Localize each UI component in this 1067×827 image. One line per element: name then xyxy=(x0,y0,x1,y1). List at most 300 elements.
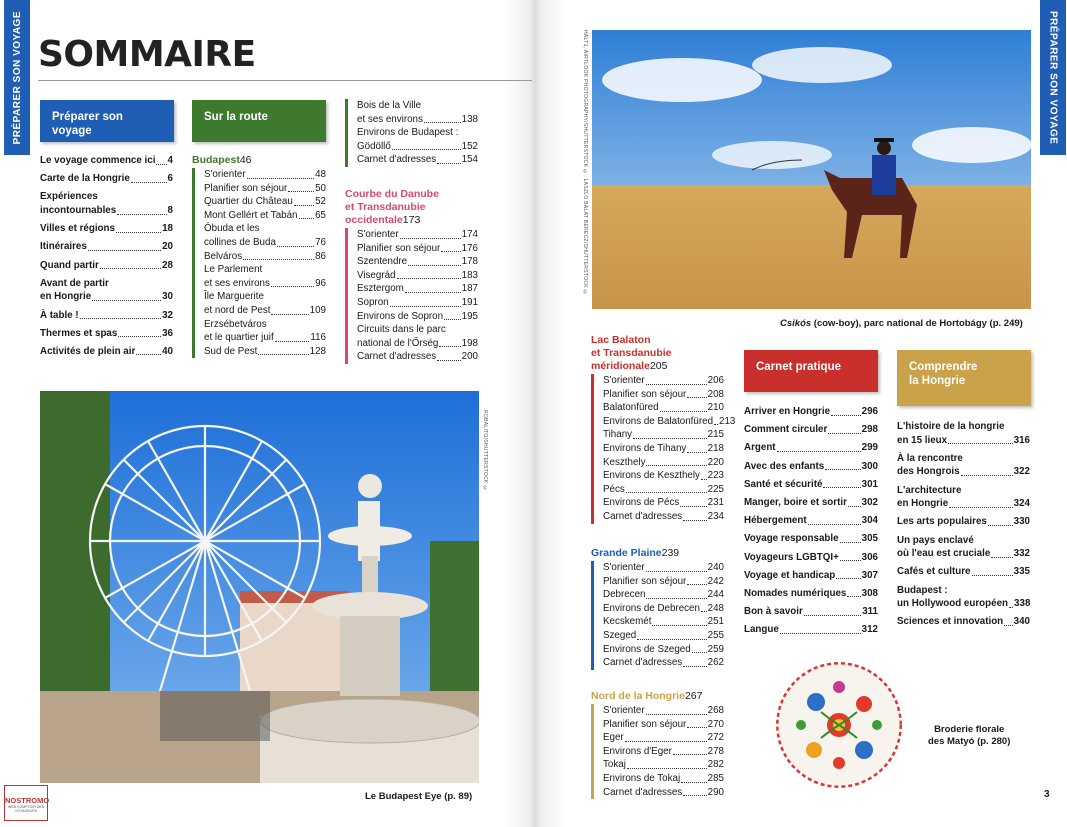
toc-leader-dots xyxy=(681,782,706,783)
toc-leader-dots xyxy=(400,238,461,239)
toc-leader-dots xyxy=(288,191,314,192)
toc-page-number: 225 xyxy=(707,483,724,495)
toc-page-number: 244 xyxy=(707,589,724,601)
toc-entry[interactable] xyxy=(744,405,878,419)
toc-page-number: 28 xyxy=(162,259,173,271)
toc-page-number: 128 xyxy=(309,345,326,357)
toc-page-number: 285 xyxy=(707,772,724,784)
toc-entry[interactable] xyxy=(204,195,326,209)
toc-leader-dots xyxy=(247,178,314,179)
section-title[interactable]: et Transdanubie xyxy=(591,347,672,359)
toc-entry[interactable] xyxy=(897,434,1030,448)
toc-page-number: 296 xyxy=(861,406,878,417)
section-title-label: méridionale xyxy=(591,360,650,372)
caption-budapest-eye: Le Budapest Eye (p. 89) xyxy=(365,791,473,802)
toc-entry-label: Mont Gellért et Tabán xyxy=(204,209,298,221)
toc-entry-label: Avec des enfants xyxy=(744,460,825,472)
toc-page-number: 324 xyxy=(1013,498,1030,510)
toc-entry[interactable] xyxy=(744,478,878,492)
toc-entry-label: Circuits dans le parc xyxy=(357,324,446,336)
toc-entry[interactable] xyxy=(603,510,724,524)
toc-entry[interactable] xyxy=(204,168,326,182)
toc-entry-label: S'orienter xyxy=(357,229,399,240)
toc-entry[interactable] xyxy=(204,236,326,250)
toc-leader-dots xyxy=(637,639,706,640)
toc-entry-label: Bois de la Ville xyxy=(357,100,422,111)
toc-entry-line[interactable] xyxy=(897,452,1030,466)
toc-entry-label: Avant de partir xyxy=(40,277,109,289)
toc-entry[interactable] xyxy=(603,772,724,786)
toc-entry-label: incontournables xyxy=(40,204,117,216)
toc-leader-dots xyxy=(701,611,707,612)
toc-entry[interactable] xyxy=(603,483,724,497)
toc-entry[interactable] xyxy=(603,602,724,616)
budapest-eye-illustration xyxy=(40,391,479,783)
header-comprendre[interactable]: Comprendre la Hongrie xyxy=(897,350,1031,406)
toc-entry-label: Le Parlement xyxy=(204,264,263,276)
toc-leader-dots xyxy=(780,633,861,634)
toc-entry[interactable] xyxy=(897,547,1030,561)
toc-entry-label: Cafés et culture xyxy=(897,566,971,578)
toc-entry-label: Carnet d'adresses xyxy=(603,510,683,522)
section-title[interactable] xyxy=(591,690,724,703)
toc-entry[interactable] xyxy=(744,423,878,437)
toc-entry[interactable] xyxy=(40,172,173,186)
toc-entry[interactable] xyxy=(603,575,724,589)
caption-embroidery: Broderie florale des Matyó (p. 280) xyxy=(928,724,1011,747)
toc-entry-label: Pécs xyxy=(603,483,625,495)
toc-entry[interactable] xyxy=(744,496,878,510)
toc-entry[interactable] xyxy=(744,532,878,546)
toc-page-number: 18 xyxy=(162,223,173,235)
toc-entry-label: Nomades numériques xyxy=(744,587,847,599)
section-sublist xyxy=(345,228,478,364)
toc-entry-label: À la rencontre xyxy=(897,452,963,464)
toc-entry[interactable] xyxy=(357,296,478,310)
page-number-right: 3 xyxy=(1044,789,1050,800)
toc-entry-label: Tihany xyxy=(603,429,633,441)
toc-leader-dots xyxy=(847,596,860,597)
toc-leader-dots xyxy=(390,306,461,307)
toc-page-number: 178 xyxy=(461,256,478,268)
toc-page-number: 200 xyxy=(461,351,478,363)
toc-entry[interactable] xyxy=(40,222,173,236)
toc-entry[interactable] xyxy=(204,209,326,223)
toc-leader-dots xyxy=(804,615,861,616)
toc-page-number: 332 xyxy=(1013,548,1030,560)
toc-comprendre xyxy=(897,420,1030,633)
toc-entry[interactable] xyxy=(357,350,478,364)
toc-entry-label: Voyage responsable xyxy=(744,533,839,545)
toc-leader-dots xyxy=(948,443,1013,444)
toc-leader-dots xyxy=(1004,625,1012,626)
toc-entry-label: Île Marguerite xyxy=(204,291,264,303)
toc-entry-label: Itinéraires xyxy=(40,241,87,253)
section-sublist xyxy=(345,99,478,167)
toc-leader-dots xyxy=(100,268,161,269)
toc-entry[interactable] xyxy=(603,786,724,800)
toc-entry-label: Visegrád xyxy=(357,269,396,281)
toc-entry[interactable] xyxy=(40,259,173,273)
toc-entry[interactable] xyxy=(40,327,173,341)
toc-entry-label: S'orienter xyxy=(204,169,246,180)
toc-entry-label: et nord de Pest xyxy=(204,304,271,316)
toc-entry-label: Sopron xyxy=(357,296,389,308)
side-tab-left: PRÉPARER SON VOYAGE xyxy=(4,0,30,155)
toc-entry-label: Budapest : xyxy=(897,584,948,596)
toc-leader-dots xyxy=(131,182,167,183)
toc-leader-dots xyxy=(831,415,861,416)
toc-leader-dots xyxy=(840,560,861,561)
toc-entry[interactable] xyxy=(603,629,724,643)
toc-entry[interactable] xyxy=(603,374,724,388)
toc-entry[interactable] xyxy=(603,401,724,415)
toc-entry-line[interactable] xyxy=(204,263,326,277)
toc-entry-label: Sciences et innovation xyxy=(897,616,1004,628)
toc-leader-dots xyxy=(116,232,161,233)
toc-entry-label: Un pays enclavé xyxy=(897,534,974,546)
toc-leader-dots xyxy=(136,354,161,355)
toc-entry[interactable] xyxy=(603,745,724,759)
toc-entry[interactable] xyxy=(204,182,326,196)
toc-leader-dots xyxy=(687,584,706,585)
toc-entry[interactable] xyxy=(603,456,724,470)
section-page-number: 173 xyxy=(402,214,421,226)
toc-leader-dots xyxy=(277,246,314,247)
section-page-number: 267 xyxy=(684,690,703,702)
toc-entry[interactable] xyxy=(357,153,478,167)
toc-page-number: 259 xyxy=(707,643,724,655)
toc-entry-label: S'orienter xyxy=(603,562,645,573)
section-page-number: 46 xyxy=(239,154,252,166)
toc-page-number: 290 xyxy=(707,786,724,798)
toc-entry[interactable] xyxy=(603,496,724,510)
toc-leader-dots xyxy=(825,469,860,470)
toc-entry[interactable] xyxy=(204,277,326,291)
section-title[interactable]: et Transdanubie xyxy=(345,201,426,213)
toc-leader-dots xyxy=(673,754,707,755)
toc-entry-label: Szentendre xyxy=(357,256,408,268)
toc-leader-dots xyxy=(714,424,718,425)
toc-entry-line[interactable] xyxy=(357,323,478,337)
toc-entry[interactable] xyxy=(204,250,326,264)
section-title-label: Nord de la Hongrie xyxy=(591,690,685,702)
toc-entry-label: Planifier son séjour xyxy=(357,242,441,254)
toc-leader-dots xyxy=(646,571,707,572)
toc-entry-label: Activités de plein air xyxy=(40,345,136,357)
toc-carnet xyxy=(744,405,878,641)
toc-entry-label: Szeged xyxy=(603,629,637,641)
toc-entry[interactable] xyxy=(744,587,878,601)
toc-page-number: 308 xyxy=(861,587,878,599)
toc-entry[interactable] xyxy=(897,565,1030,579)
toc-entry-line[interactable] xyxy=(897,420,1030,434)
toc-page-number: 138 xyxy=(461,113,478,125)
toc-entry-line[interactable] xyxy=(204,318,326,332)
toc-page-number: 152 xyxy=(461,140,478,152)
toc-entry-label: où l'eau est cruciale xyxy=(897,548,991,560)
toc-entry-label: S'orienter xyxy=(603,705,645,716)
toc-entry[interactable] xyxy=(744,569,878,583)
toc-leader-dots xyxy=(405,292,461,293)
toc-entry-label: Planifier son séjour xyxy=(204,182,288,194)
toc-preparer xyxy=(40,154,173,363)
toc-page-number: 255 xyxy=(707,629,724,641)
toc-entry[interactable] xyxy=(357,337,478,351)
toc-leader-dots xyxy=(840,542,861,543)
header-preparer[interactable]: Préparer son voyage xyxy=(40,100,174,142)
toc-entry-label: À table ! xyxy=(40,309,79,321)
toc-entry-label: et le quartier juif xyxy=(204,332,274,344)
toc-page-number: 340 xyxy=(1013,616,1030,628)
toc-entry-label: Voyage et handicap xyxy=(744,569,836,581)
toc-entry[interactable] xyxy=(40,345,173,359)
embroidery-illustration xyxy=(776,662,902,788)
toc-leader-dots xyxy=(392,149,461,150)
toc-entry[interactable] xyxy=(897,497,1030,511)
toc-entry-label: Le voyage commence ici xyxy=(40,155,156,166)
section-title[interactable]: Lac Balaton xyxy=(591,334,651,346)
toc-entry[interactable] xyxy=(897,615,1030,629)
toc-entry-line[interactable] xyxy=(204,290,326,304)
toc-page-number: 282 xyxy=(707,759,724,771)
toc-entry[interactable] xyxy=(603,428,724,442)
toc-leader-dots xyxy=(299,218,315,219)
toc-entry[interactable] xyxy=(40,154,173,168)
toc-page-number: 96 xyxy=(315,277,326,289)
toc-entry[interactable] xyxy=(204,304,326,318)
toc-page-number: 50 xyxy=(315,182,326,194)
toc-entry-label: Environs de Debrecen xyxy=(603,602,700,614)
toc-leader-dots xyxy=(424,122,461,123)
toc-entry[interactable] xyxy=(357,255,478,269)
toc-entry-label: Erzsébetváros xyxy=(204,318,267,330)
toc-page-number: 272 xyxy=(707,732,724,744)
toc-entry-label: Debrecen xyxy=(603,589,646,601)
section-sublist xyxy=(591,374,736,524)
title-divider xyxy=(38,80,532,81)
section-title[interactable] xyxy=(192,154,326,167)
toc-entry[interactable] xyxy=(603,643,724,657)
toc-page-number: 312 xyxy=(861,624,878,636)
toc-entry[interactable] xyxy=(603,442,724,456)
toc-page-number: 52 xyxy=(315,196,326,208)
toc-leader-dots xyxy=(652,625,706,626)
toc-leader-dots xyxy=(627,768,707,769)
toc-entry-label: Langue xyxy=(744,624,779,636)
toc-entry-label: en Hongrie xyxy=(897,498,949,510)
toc-entry[interactable] xyxy=(357,310,478,324)
toc-entry-label: Carte de la Hongrie xyxy=(40,173,130,185)
toc-entry[interactable] xyxy=(603,388,724,402)
toc-entry-label: Argent xyxy=(744,442,776,454)
toc-leader-dots xyxy=(848,506,861,507)
page-title: SOMMAIRE xyxy=(38,34,256,75)
toc-leader-dots xyxy=(441,251,460,252)
toc-leader-dots xyxy=(646,384,707,385)
toc-entry[interactable] xyxy=(744,514,878,528)
nostromo-logo: NOSTROMO WEB COMPTOIR DES VOYAGEURS xyxy=(4,785,48,821)
toc-leader-dots xyxy=(683,520,706,521)
toc-entry[interactable] xyxy=(744,605,878,619)
toc-leader-dots xyxy=(961,475,1013,476)
toc-page-number: 270 xyxy=(707,718,724,730)
toc-entry-label: Environs de Tokaj xyxy=(603,772,681,784)
toc-entry-label: des Hongrois xyxy=(897,466,960,478)
toc-entry[interactable] xyxy=(897,597,1030,611)
toc-page-number: 218 xyxy=(707,442,724,454)
toc-entry[interactable] xyxy=(603,415,736,429)
toc-entry[interactable] xyxy=(744,551,878,565)
toc-entry-label: Santé et sécurité xyxy=(744,478,823,490)
toc-leader-dots xyxy=(444,319,461,320)
toc-entry[interactable] xyxy=(603,718,724,732)
photo-credit-left: ROBALITO/SHUTTERSTOCK © xyxy=(482,410,488,492)
toc-entry-label: Environs de Pécs xyxy=(603,497,680,509)
toc-entry-line[interactable] xyxy=(897,534,1030,548)
toc-entry[interactable] xyxy=(603,656,724,670)
toc-page-number: 36 xyxy=(162,327,173,339)
toc-entry-line[interactable] xyxy=(357,126,478,140)
section-sublist xyxy=(192,168,326,358)
toc-entry[interactable] xyxy=(603,588,724,602)
toc-leader-dots xyxy=(687,452,706,453)
section-page-number: 239 xyxy=(661,547,680,559)
toc-entry[interactable] xyxy=(603,731,724,745)
section-page-number: 205 xyxy=(649,360,668,372)
toc-page-number: 206 xyxy=(707,375,724,386)
toc-entry-line[interactable] xyxy=(204,222,326,236)
toc-entry-label: national de l'Őrség xyxy=(357,337,439,349)
toc-entry[interactable] xyxy=(40,204,173,218)
toc-page-number: 176 xyxy=(461,242,478,254)
toc-entry[interactable] xyxy=(40,290,173,304)
toc-entry[interactable] xyxy=(40,240,173,254)
toc-page-number: 307 xyxy=(861,569,878,581)
toc-page-number: 240 xyxy=(707,562,724,573)
toc-leader-dots xyxy=(972,575,1013,576)
toc-entry[interactable] xyxy=(897,465,1030,479)
toc-page-number: 86 xyxy=(315,250,326,262)
section-title[interactable] xyxy=(591,547,724,560)
toc-entry-label: Les arts populaires xyxy=(897,516,987,528)
toc-entry-line[interactable] xyxy=(40,277,173,291)
section-title[interactable] xyxy=(345,214,478,227)
section-title[interactable]: Courbe du Danube xyxy=(345,188,439,200)
toc-entry-line[interactable] xyxy=(897,584,1030,598)
toc-entry[interactable] xyxy=(357,140,478,154)
toc-entry-label: Expériences xyxy=(40,191,98,203)
toc-entry-label: Belváros xyxy=(204,250,243,262)
toc-page-number: 48 xyxy=(315,169,326,180)
toc-entry[interactable] xyxy=(603,758,724,772)
toc-entry-label: Comment circuler xyxy=(744,424,828,436)
toc-entry-label: Sud de Pest xyxy=(204,345,258,357)
toc-entry-line[interactable] xyxy=(40,190,173,204)
toc-leader-dots xyxy=(437,360,460,361)
toc-entry[interactable] xyxy=(897,515,1030,529)
toc-entry[interactable] xyxy=(603,469,724,483)
header-route[interactable]: Sur la route xyxy=(192,100,326,142)
toc-entry[interactable] xyxy=(603,561,724,575)
toc-entry[interactable] xyxy=(357,242,478,256)
section-title[interactable] xyxy=(591,360,724,373)
photo-credit-right: HALT1, AIRTLOOK PHOTOGRAPHY/SHUTTERSTOCK ©, LASZLO BALAT BERECZ/SHUTTERSTOCK © xyxy=(582,30,588,296)
toc-entry[interactable] xyxy=(603,704,724,718)
toc-page-number: 338 xyxy=(1014,598,1031,610)
toc-leader-dots xyxy=(808,524,861,525)
toc-entry-label: Planifier son séjour xyxy=(603,388,687,400)
photo-csikos xyxy=(592,30,1031,309)
toc-page-number: 65 xyxy=(315,209,326,221)
toc-entry[interactable] xyxy=(40,309,173,323)
toc-page-number: 30 xyxy=(162,291,173,303)
toc-entry-label: Environs de Balatonfüred xyxy=(603,415,714,427)
toc-entry[interactable] xyxy=(357,282,478,296)
toc-entry-label: Carnet d'adresses xyxy=(357,154,437,166)
toc-leader-dots xyxy=(988,525,1013,526)
toc-entry-label: Carnet d'adresses xyxy=(603,786,683,798)
toc-leader-dots xyxy=(687,397,706,398)
toc-page-number: 76 xyxy=(315,236,326,248)
toc-entry[interactable] xyxy=(603,615,724,629)
toc-entry[interactable] xyxy=(357,228,478,242)
toc-leader-dots xyxy=(92,300,161,301)
toc-page-number: 305 xyxy=(861,533,878,545)
toc-page-number: 231 xyxy=(707,497,724,509)
section-title-label: occidentale xyxy=(345,214,403,226)
toc-entry-line[interactable] xyxy=(897,484,1030,498)
toc-entry-label: Planifier son séjour xyxy=(603,718,687,730)
toc-entry[interactable] xyxy=(744,460,878,474)
toc-page-number: 278 xyxy=(707,745,724,757)
toc-entry-line[interactable] xyxy=(357,99,478,113)
toc-leader-dots xyxy=(625,741,707,742)
toc-leader-dots xyxy=(991,557,1012,558)
caption-csikos: Csikós (cow-boy), parc national de Hortobágy (p. 249) xyxy=(780,318,1023,329)
toc-entry-label: Quartier du Château xyxy=(204,196,293,208)
toc-entry-label: Voyageurs LGBTQI+ xyxy=(744,551,839,563)
toc-entry-label: Environs de Budapest : xyxy=(357,127,459,139)
toc-entry-label: Environs de Keszthely xyxy=(603,470,700,482)
toc-entry-label: L'architecture xyxy=(897,484,962,496)
toc-leader-dots xyxy=(271,286,314,287)
toc-leader-dots xyxy=(660,411,707,412)
toc-entry-label: un Hollywood européen xyxy=(897,598,1009,610)
section-nord xyxy=(591,690,724,799)
toc-leader-dots xyxy=(687,727,706,728)
section-title-label: Grande Plaine xyxy=(591,547,662,559)
toc-leader-dots xyxy=(949,507,1012,508)
toc-entry[interactable] xyxy=(357,113,478,127)
toc-page-number: 330 xyxy=(1013,516,1030,528)
toc-entry-label: et ses environs xyxy=(204,277,270,289)
toc-entry[interactable] xyxy=(744,441,878,455)
toc-entry[interactable] xyxy=(744,623,878,637)
toc-entry[interactable] xyxy=(204,345,326,359)
toc-leader-dots xyxy=(836,578,860,579)
toc-entry-label: S'orienter xyxy=(603,375,645,386)
toc-page-number: 174 xyxy=(461,229,478,240)
toc-entry-label: Keszthely xyxy=(603,456,646,468)
toc-leader-dots xyxy=(646,465,706,466)
section-budapest-cont xyxy=(345,98,478,167)
header-carnet[interactable]: Carnet pratique xyxy=(744,350,878,392)
toc-entry[interactable] xyxy=(357,269,478,283)
toc-page-number: 234 xyxy=(707,510,724,522)
toc-entry[interactable] xyxy=(204,331,326,345)
toc-leader-dots xyxy=(118,336,161,337)
